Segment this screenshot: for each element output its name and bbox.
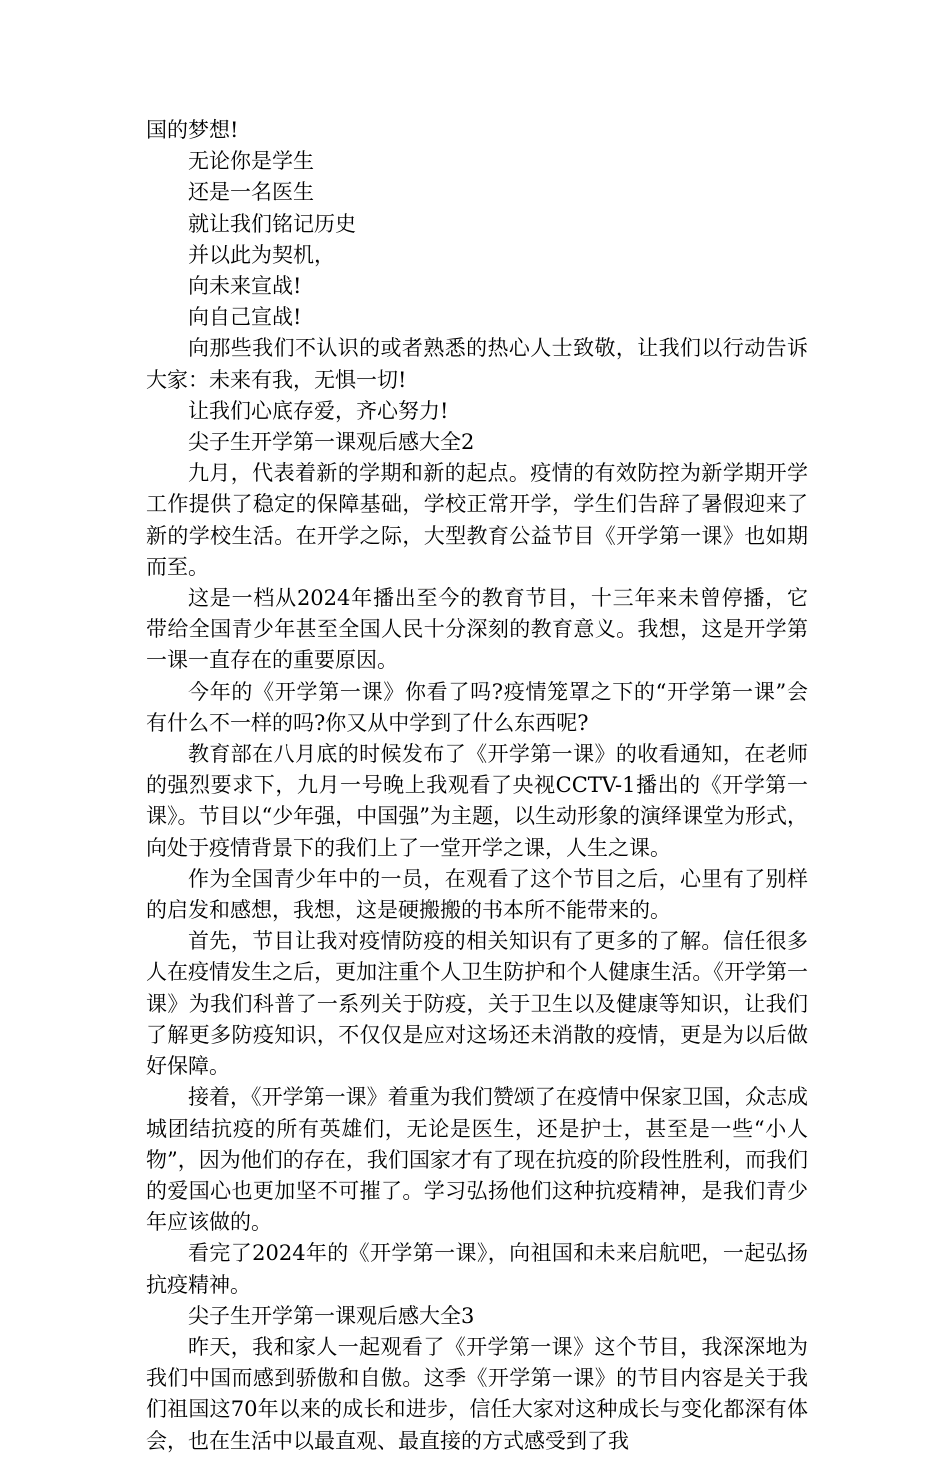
paragraph: 还是一名医生 xyxy=(188,180,314,205)
paragraph: 教育部在八月底的时候发布了《开学第一课》的收看通知，在老师的强烈要求下，九月一号晚上我观看了央视CCTV-1播出的《开学第一课》。节目以“少年强，中国强”为主题，以生动形象的演绎课堂为形式，向处于疫情背景下的我们上了一堂开学之课，人生之课。 xyxy=(146,742,808,860)
paragraph: 向未来宣战! xyxy=(188,274,302,299)
paragraph: 看完了2024年的《开学第一课》，向祖国和未来启航吧，一起弘扬抗疫精神。 xyxy=(146,1241,808,1297)
paragraph: 尖子生开学第一课观后感大全2 xyxy=(188,430,475,455)
paragraph: 首先，节目让我对疫情防疫的相关知识有了更多的了解。信任很多人在疫情发生之后，更加注重个人卫生防护和个人健康生活。《开学第一课》为我们科普了一系列关于防疫，关于卫生以及健康等知识，让我们了解更多防疫知识，不仅仅是应对这场还未消散的疫情，更是为以后做好保障。 xyxy=(146,929,808,1079)
paragraph: 作为全国青少年中的一员，在观看了这个节目之后，心里有了别样的启发和感想，我想，这是硬搬搬的书本所不能带来的。 xyxy=(146,866,808,923)
paragraph: 国的梦想! xyxy=(146,118,239,142)
paragraph: 这是一档从2024年播出至今的教育节目，十三年来未曾停播，它带给全国青少年甚至全国人民十分深刻的教育意义。我想，这是开学第一课一直存在的重要原因。 xyxy=(146,586,808,673)
paragraph: 尖子生开学第一课观后感大全3 xyxy=(188,1303,475,1328)
paragraph: 今年的《开学第一课》你看了吗?疫情笼罩之下的“开学第一课”会有什么不一样的吗?你又从中学到了什么东西呢? xyxy=(146,679,808,735)
paragraph: 就让我们铭记历史 xyxy=(188,211,356,236)
paragraph: 并以此为契机， xyxy=(188,242,335,267)
paragraph: 让我们心底存爱，齐心努力! xyxy=(188,398,449,423)
paragraph: 接着，《开学第一课》着重为我们赞颂了在疫情中保家卫国，众志成城团结抗疫的所有英雄们，无论是医生，还是护士，甚至是一些“小人物”，因为他们的存在，我们国家才有了现在抗疫的阶段性胜利，而我们的爱国心也更加坚不可摧了。学习弘扬他们这种抗疫精神，是我们青少年应该做的。 xyxy=(146,1085,808,1235)
paragraph: 九月，代表着新的学期和新的起点。疫情的有效防控为新学期开学工作提供了稳定的保障基础，学校正常开学，学生们告辞了暑假迎来了新的学校生活。在开学之际，大型教育公益节目《开学第一课》也如期而至。 xyxy=(146,461,808,579)
paragraph: 向自己宣战! xyxy=(188,305,302,330)
paragraph: 无论你是学生 xyxy=(188,149,314,174)
document-body xyxy=(146,115,808,1457)
paragraph: 向那些我们不认识的或者熟悉的热心人士致敬，让我们以行动告诉大家：未来有我，无惧一切! xyxy=(146,336,808,392)
paragraph: 昨天，我和家人一起观看了《开学第一课》这个节目，我深深地为我们中国而感到骄傲和自傲。这季《开学第一课》的节目内容是关于我们祖国这70年以来的成长和进步，信任大家对这种成长与变化都深有体会，也在生活中以最直观、最直接的方式感受到了我 xyxy=(146,1334,808,1453)
